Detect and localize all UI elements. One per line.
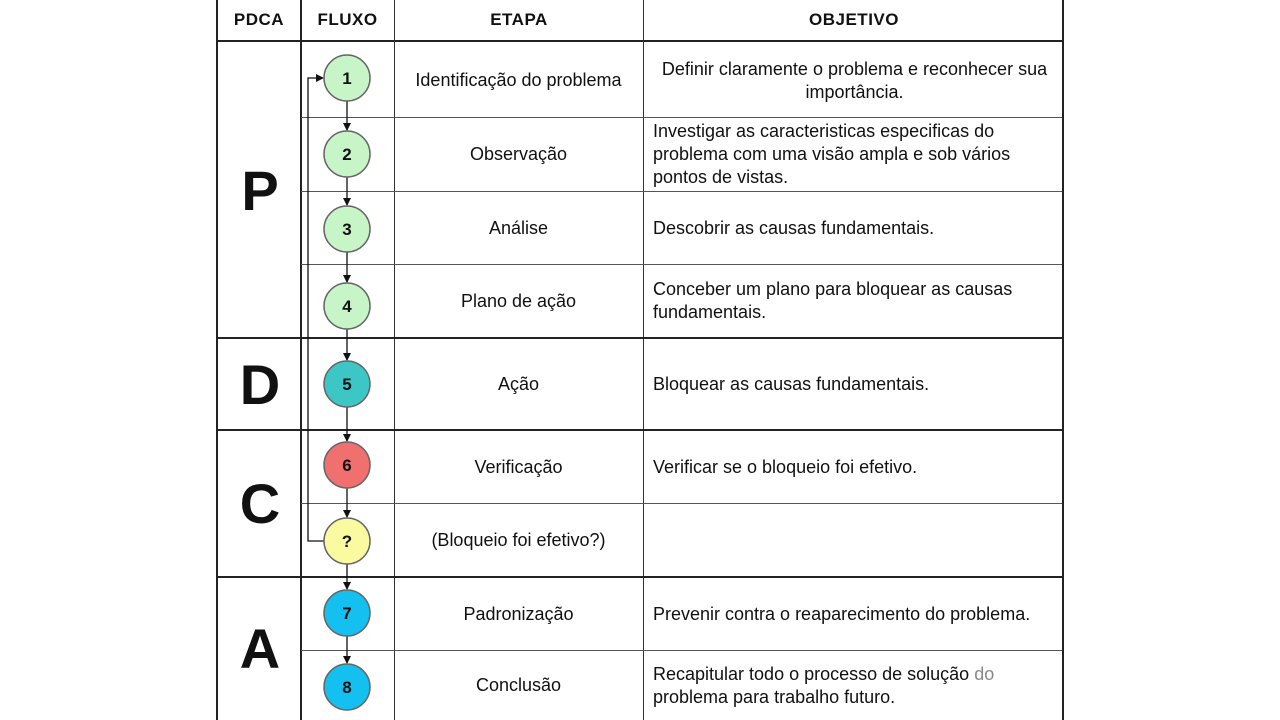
flow-node xyxy=(324,590,370,636)
objetivo-text: Prevenir contra o reaparecimento do problema. xyxy=(653,603,1031,624)
flow-node-label: 3 xyxy=(342,220,352,239)
flow-diagram xyxy=(218,0,1064,720)
phase-letter-c: C xyxy=(239,472,281,535)
phase-letter-p: P xyxy=(241,158,279,222)
flow-node-label: 5 xyxy=(342,375,352,394)
flow-node xyxy=(324,442,370,488)
etapa-cell: (Bloqueio foi efetivo?) xyxy=(431,529,606,550)
phase-letter-a: A xyxy=(239,617,281,680)
objetivo-text: Bloquear as causas fundamentais. xyxy=(653,373,930,394)
flow-node-label: 6 xyxy=(342,456,352,475)
etapa-cell: Ação xyxy=(497,373,540,394)
flow-node xyxy=(324,55,370,101)
etapa-cell: Observação xyxy=(469,144,568,164)
flow-node xyxy=(324,131,370,177)
objetivo-text-main: Recapitular todo o processo de solução xyxy=(653,663,975,684)
header-pdca: PDCA xyxy=(218,0,300,42)
phase-letter-d: D xyxy=(239,352,281,416)
objetivo-text-faded: do xyxy=(974,663,995,684)
flow-node-label: 7 xyxy=(342,604,352,623)
flow-node xyxy=(324,664,370,710)
etapa-cell: Identificação do problema xyxy=(415,70,622,90)
flow-node xyxy=(324,206,370,252)
flow-node-label: 1 xyxy=(342,69,352,88)
etapa-cell: Padronização xyxy=(463,603,574,624)
pdca-table xyxy=(216,0,1064,720)
header-fluxo: FLUXO xyxy=(301,0,394,42)
flow-node-label: ? xyxy=(341,532,353,551)
etapa-cell: Conclusão xyxy=(475,675,562,695)
etapa-cell: Verificação xyxy=(474,456,563,477)
flow-node-label: 8 xyxy=(342,678,352,697)
objetivo-text: Descobrir as causas fundamentais. xyxy=(653,217,935,238)
objetivo-text: Verificar se o bloqueio foi efetivo. xyxy=(653,456,918,477)
loop-back-arrow xyxy=(308,78,324,541)
objetivo-text: Definir claramente o problema e reconhecer sua importância. xyxy=(661,58,1048,102)
header-objetivo: OBJETIVO xyxy=(644,0,1064,42)
objetivo-text: Conceber um plano para bloquear as causas fundamentais. xyxy=(653,279,1013,322)
objetivo-text: Investigar as caracteristicas especificas do problema com uma visão ampla e sob vários pontos de vistas. xyxy=(653,121,1011,187)
flow-node-label: 2 xyxy=(342,145,352,164)
flow-node xyxy=(324,518,370,564)
flow-node xyxy=(324,361,370,407)
header-etapa: ETAPA xyxy=(395,0,643,42)
objetivo-text-end: problema para trabalho futuro. xyxy=(653,686,896,707)
etapa-cell: Análise xyxy=(488,217,549,238)
etapa-cell: Plano de ação xyxy=(460,290,577,311)
flow-node xyxy=(324,283,370,329)
flow-node-label: 4 xyxy=(342,297,352,316)
